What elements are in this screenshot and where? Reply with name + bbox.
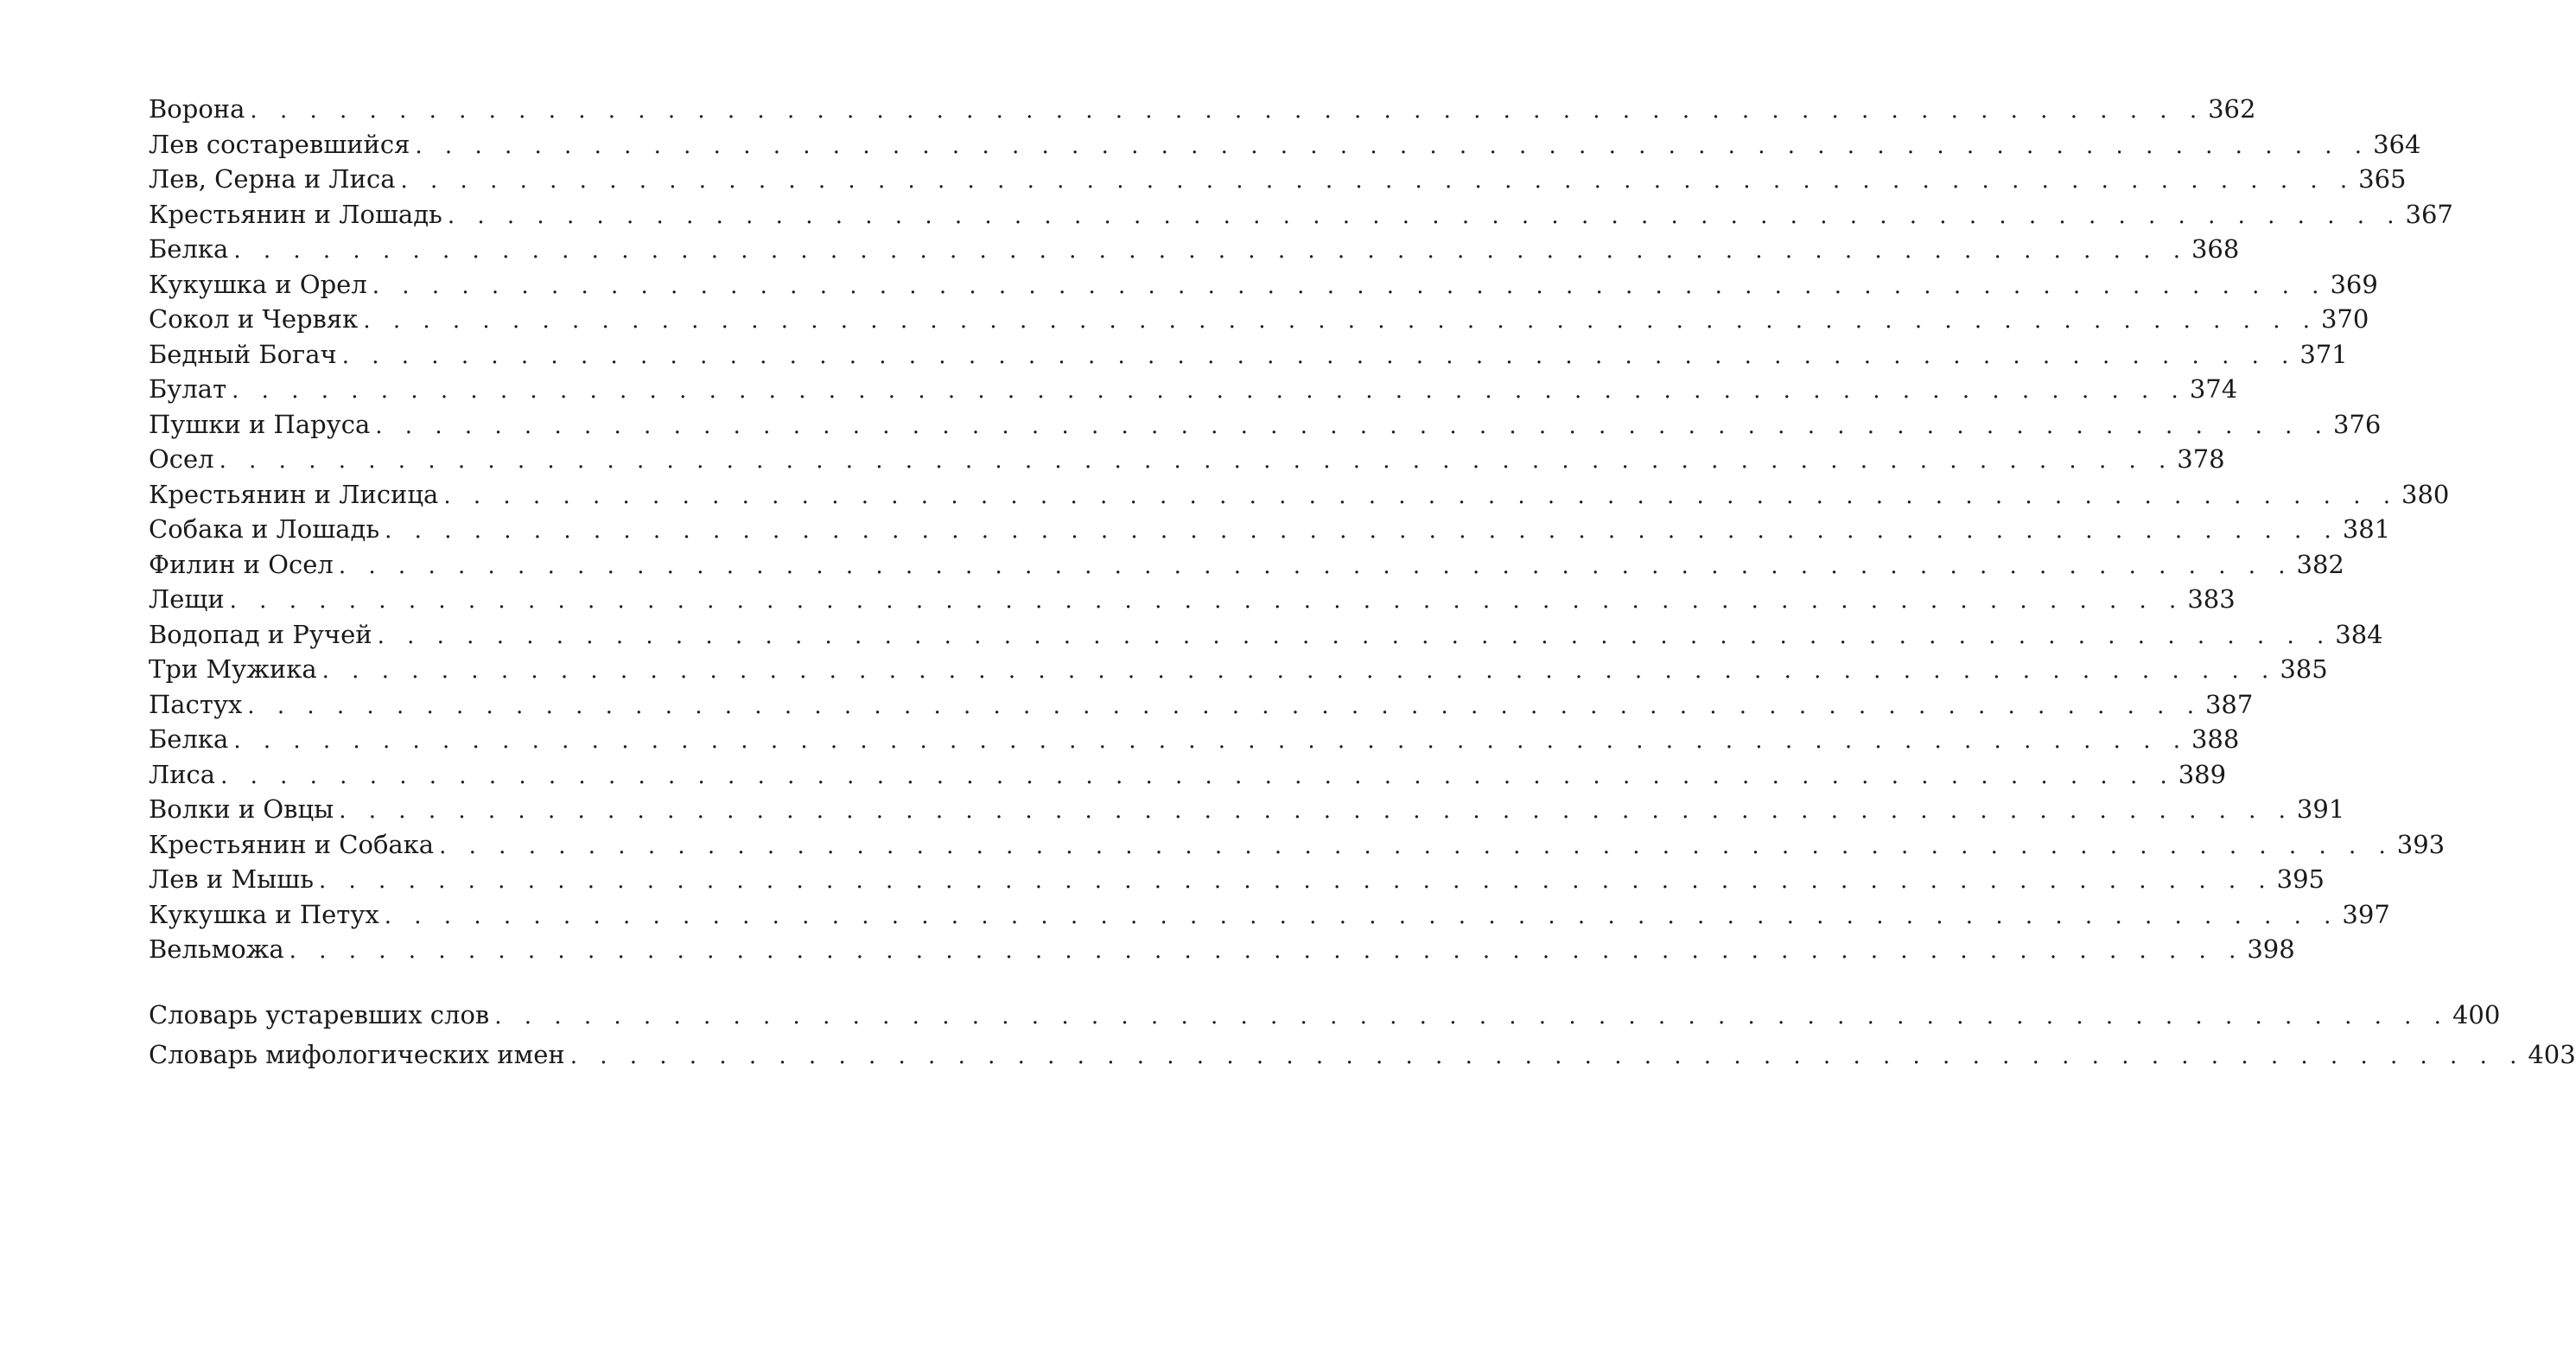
toc-entry	[149, 652, 2328, 687]
toc-entry	[149, 477, 2450, 513]
dot-leader: . . . . . . . . . . . . . . . . . . . . . . . . . . . . . . . . . . . . . . . . . . . . . . . . . . . . . . . . . . . . . . . . . .	[439, 832, 2394, 859]
dot-leader: . . . . . . . . . . . . . . . . . . . . . . . . . . . . . . . . . . . . . . . . . . . . . . . . . . . . . . . . . . . . . . . . . .	[494, 1003, 2449, 1029]
dot-leader: . . . . . . . . . . . . . . . . . . . . . . . . . . . . . . . . . . . . . . . . . . . . . . . . . . . . . . . . . . . . . . . . . .	[233, 238, 2188, 264]
toc-entries-list	[149, 92, 2453, 967]
toc-entry	[149, 197, 2453, 233]
toc-entry	[149, 267, 2378, 303]
toc-entry-title: Кукушка и Петух	[149, 899, 379, 929]
toc-entry-title: Сокол и Червяк	[149, 304, 359, 334]
table-of-contents	[149, 92, 2576, 1074]
dot-leader: . . . . . . . . . . . . . . . . . . . . . . . . . . . . . . . . . . . . . . . . . . . . . . . . . . . . . . . . . . . . . . . . . .	[247, 692, 2202, 719]
toc-entry-page-number: 368	[2191, 234, 2240, 264]
toc-entry-page-number: 374	[2189, 374, 2238, 404]
toc-entry-page-number: 397	[2342, 899, 2390, 929]
toc-entry-title: Волки и Овцы	[149, 794, 334, 824]
toc-entry-page-number: 378	[2177, 444, 2225, 474]
dot-leader: . . . . . . . . . . . . . . . . . . . . . . . . . . . . . . . . . . . . . . . . . . . . . . . . . . . . . . . . . . . . . . . . . .	[443, 482, 2398, 509]
toc-entry-title: Бедный Богач	[149, 339, 337, 369]
toc-entry-title: Лев состаревшийся	[149, 129, 410, 159]
dot-leader: . . . . . . . . . . . . . . . . . . . . . . . . . . . . . . . . . . . . . . . . . . . . . . . . . . . . . . . . . . . . . . . . . .	[219, 448, 2174, 474]
toc-entry-page-number: 376	[2332, 409, 2382, 439]
toc-entry	[149, 442, 2225, 477]
dot-leader: . . . . . . . . . . . . . . . . . . . . . . . . . . . . . . . . . . . . . . . . . . . . . . . . . . . . . . . . . . . . . . . . . .	[233, 728, 2188, 754]
toc-entry-title: Пастух	[149, 689, 243, 719]
toc-entry-page-number: 388	[2191, 724, 2240, 754]
toc-entry	[149, 512, 2391, 547]
toc-entry-page-number: 403	[2528, 1039, 2576, 1069]
toc-entry	[149, 582, 2236, 617]
toc-entry-page-number: 365	[2358, 164, 2407, 194]
toc-entry-title: Белка	[149, 724, 229, 754]
toc-entry-page-number: 400	[2452, 999, 2501, 1029]
toc-entry	[149, 827, 2446, 863]
toc-entry-page-number: 391	[2296, 794, 2345, 824]
dot-leader: . . . . . . . . . . . . . . . . . . . . . . . . . . . . . . . . . . . . . . . . . . . . . . . . . . . . . . . . . . . . . . . . . .	[232, 378, 2186, 404]
toc-entry-page-number: 371	[2299, 339, 2348, 369]
dot-leader: . . . . . . . . . . . . . . . . . . . . . . . . . . . . . . . . . . . . . . . . . . . . . . . . . . . . . . . . . . . . . . . . . .	[289, 938, 2244, 964]
toc-entry-page-number: 398	[2247, 934, 2295, 964]
toc-entry	[149, 547, 2344, 583]
toc-entry	[149, 862, 2325, 897]
toc-entry-page-number: 387	[2204, 689, 2254, 719]
toc-entry-page-number: 362	[2208, 94, 2256, 124]
toc-entry-title: Осел	[149, 444, 214, 474]
toc-entry-page-number: 383	[2187, 584, 2236, 614]
dot-leader: . . . . . . . . . . . . . . . . . . . . . . . . . . . . . . . . . . . . . . . . . . . . . . . . . . . . . . . . . . . . . . . . . .	[250, 98, 2205, 124]
toc-entry-title: Словарь мифологических имен	[149, 1039, 565, 1069]
toc-entry-title: Булат	[149, 374, 227, 404]
toc-entry-page-number: 384	[2335, 619, 2383, 649]
toc-appendix-list	[149, 995, 2576, 1074]
toc-entry-title: Крестьянин и Лисица	[149, 479, 439, 509]
toc-entry-title: Филин и Осел	[149, 549, 334, 579]
toc-entry-title: Ворона	[149, 94, 245, 124]
dot-leader: . . . . . . . . . . . . . . . . . . . . . . . . . . . . . . . . . . . . . . . . . . . . . . . . . . . . . . . . . . . . . . . . . .	[377, 622, 2332, 649]
dot-leader: . . . . . . . . . . . . . . . . . . . . . . . . . . . . . . . . . . . . . . . . . . . . . . . . . . . . . . . . . . . . . . . . . .	[341, 342, 2297, 369]
toc-entry	[149, 1035, 2576, 1074]
dot-leader: . . . . . . . . . . . . . . . . . . . . . . . . . . . . . . . . . . . . . . . . . . . . . . . . . . . . . . . . . . . . . . . . . .	[339, 798, 2293, 824]
toc-entry-title: Словарь устаревших слов	[149, 999, 490, 1029]
toc-entry-title: Белка	[149, 234, 229, 264]
toc-entry-title: Крестьянин и Собака	[149, 829, 435, 859]
toc-entry-page-number: 367	[2405, 199, 2453, 229]
toc-entry-page-number: 380	[2401, 479, 2450, 509]
toc-entry	[149, 617, 2383, 653]
toc-entry-title: Кукушка и Орел	[149, 269, 367, 299]
toc-entry	[149, 757, 2227, 793]
dot-leader: . . . . . . . . . . . . . . . . . . . . . . . . . . . . . . . . . . . . . . . . . . . . . . . . . . . . . . . . . . . . . . . . . .	[363, 308, 2318, 334]
toc-entry-title: Лиса	[149, 759, 216, 789]
toc-entry	[149, 92, 2256, 127]
toc-entry	[149, 407, 2382, 443]
dot-leader: . . . . . . . . . . . . . . . . . . . . . . . . . . . . . . . . . . . . . . . . . . . . . . . . . . . . . . . . . . . . . . . . . .	[318, 868, 2274, 894]
toc-entry-title: Три Мужика	[149, 654, 317, 684]
toc-entry-page-number: 364	[2373, 129, 2421, 159]
toc-entry	[149, 232, 2240, 267]
toc-entry-page-number: 389	[2178, 759, 2227, 789]
toc-entry-title: Лев, Серна и Лиса	[149, 164, 396, 194]
dot-leader: . . . . . . . . . . . . . . . . . . . . . . . . . . . . . . . . . . . . . . . . . . . . . . . . . . . . . . . . . . . . . . . . . .	[321, 658, 2277, 684]
toc-entry	[149, 722, 2240, 757]
toc-entry-title: Пушки и Паруса	[149, 409, 371, 439]
toc-entry-page-number: 395	[2276, 864, 2325, 894]
toc-entry	[149, 995, 2501, 1035]
toc-entry-title: Собака и Лошадь	[149, 514, 380, 544]
toc-entry	[149, 687, 2254, 723]
dot-leader: . . . . . . . . . . . . . . . . . . . . . . . . . . . . . . . . . . . . . . . . . . . . . . . . . . . . . . . . . . . . . . . . . .	[229, 588, 2185, 614]
dot-leader: . . . . . . . . . . . . . . . . . . . . . . . . . . . . . . . . . . . . . . . . . . . . . . . . . . . . . . . . . . . . . . . . . .	[375, 412, 2330, 439]
toc-entry	[149, 337, 2348, 373]
toc-entry-page-number: 369	[2330, 269, 2378, 299]
dot-leader: . . . . . . . . . . . . . . . . . . . . . . . . . . . . . . . . . . . . . . . . . . . . . . . . . . . . . . . . . . . . . . . . . .	[338, 552, 2293, 579]
toc-entry-page-number: 370	[2320, 304, 2369, 334]
toc-entry-page-number: 381	[2342, 514, 2391, 544]
dot-leader: . . . . . . . . . . . . . . . . . . . . . . . . . . . . . . . . . . . . . . . . . . . . . . . . . . . . . . . . . . . . . . . . . .	[372, 272, 2327, 299]
toc-entry	[149, 162, 2407, 197]
dot-leader: . . . . . . . . . . . . . . . . . . . . . . . . . . . . . . . . . . . . . . . . . . . . . . . . . . . . . . . . . . . . . . . . . .	[569, 1042, 2525, 1069]
toc-entry-title: Лещи	[149, 584, 225, 614]
dot-leader: . . . . . . . . . . . . . . . . . . . . . . . . . . . . . . . . . . . . . . . . . . . . . . . . . . . . . . . . . . . . . . . . . .	[384, 902, 2339, 929]
toc-entry-title: Вельможа	[149, 934, 284, 964]
toc-entry-title: Водопад и Ручей	[149, 619, 372, 649]
toc-entry-page-number: 385	[2280, 654, 2328, 684]
toc-entry-title: Крестьянин и Лошадь	[149, 199, 442, 229]
toc-entry	[149, 127, 2421, 163]
dot-leader: . . . . . . . . . . . . . . . . . . . . . . . . . . . . . . . . . . . . . . . . . . . . . . . . . . . . . . . . . . . . . . . . . .	[400, 168, 2356, 194]
toc-entry-page-number: 382	[2296, 549, 2344, 579]
toc-entry	[149, 932, 2295, 967]
toc-entry-title: Лев и Мышь	[149, 864, 314, 894]
toc-entry	[149, 302, 2369, 337]
dot-leader: . . . . . . . . . . . . . . . . . . . . . . . . . . . . . . . . . . . . . . . . . . . . . . . . . . . . . . . . . . . . . . . . . .	[415, 132, 2370, 159]
toc-entry	[149, 792, 2345, 827]
dot-leader: . . . . . . . . . . . . . . . . . . . . . . . . . . . . . . . . . . . . . . . . . . . . . . . . . . . . . . . . . . . . . . . . . .	[220, 762, 2175, 789]
toc-entry	[149, 372, 2238, 407]
toc-entry	[149, 897, 2390, 933]
dot-leader: . . . . . . . . . . . . . . . . . . . . . . . . . . . . . . . . . . . . . . . . . . . . . . . . . . . . . . . . . . . . . . . . . .	[447, 202, 2402, 229]
toc-entry-page-number: 393	[2396, 829, 2446, 859]
dot-leader: . . . . . . . . . . . . . . . . . . . . . . . . . . . . . . . . . . . . . . . . . . . . . . . . . . . . . . . . . . . . . . . . . .	[385, 518, 2339, 544]
